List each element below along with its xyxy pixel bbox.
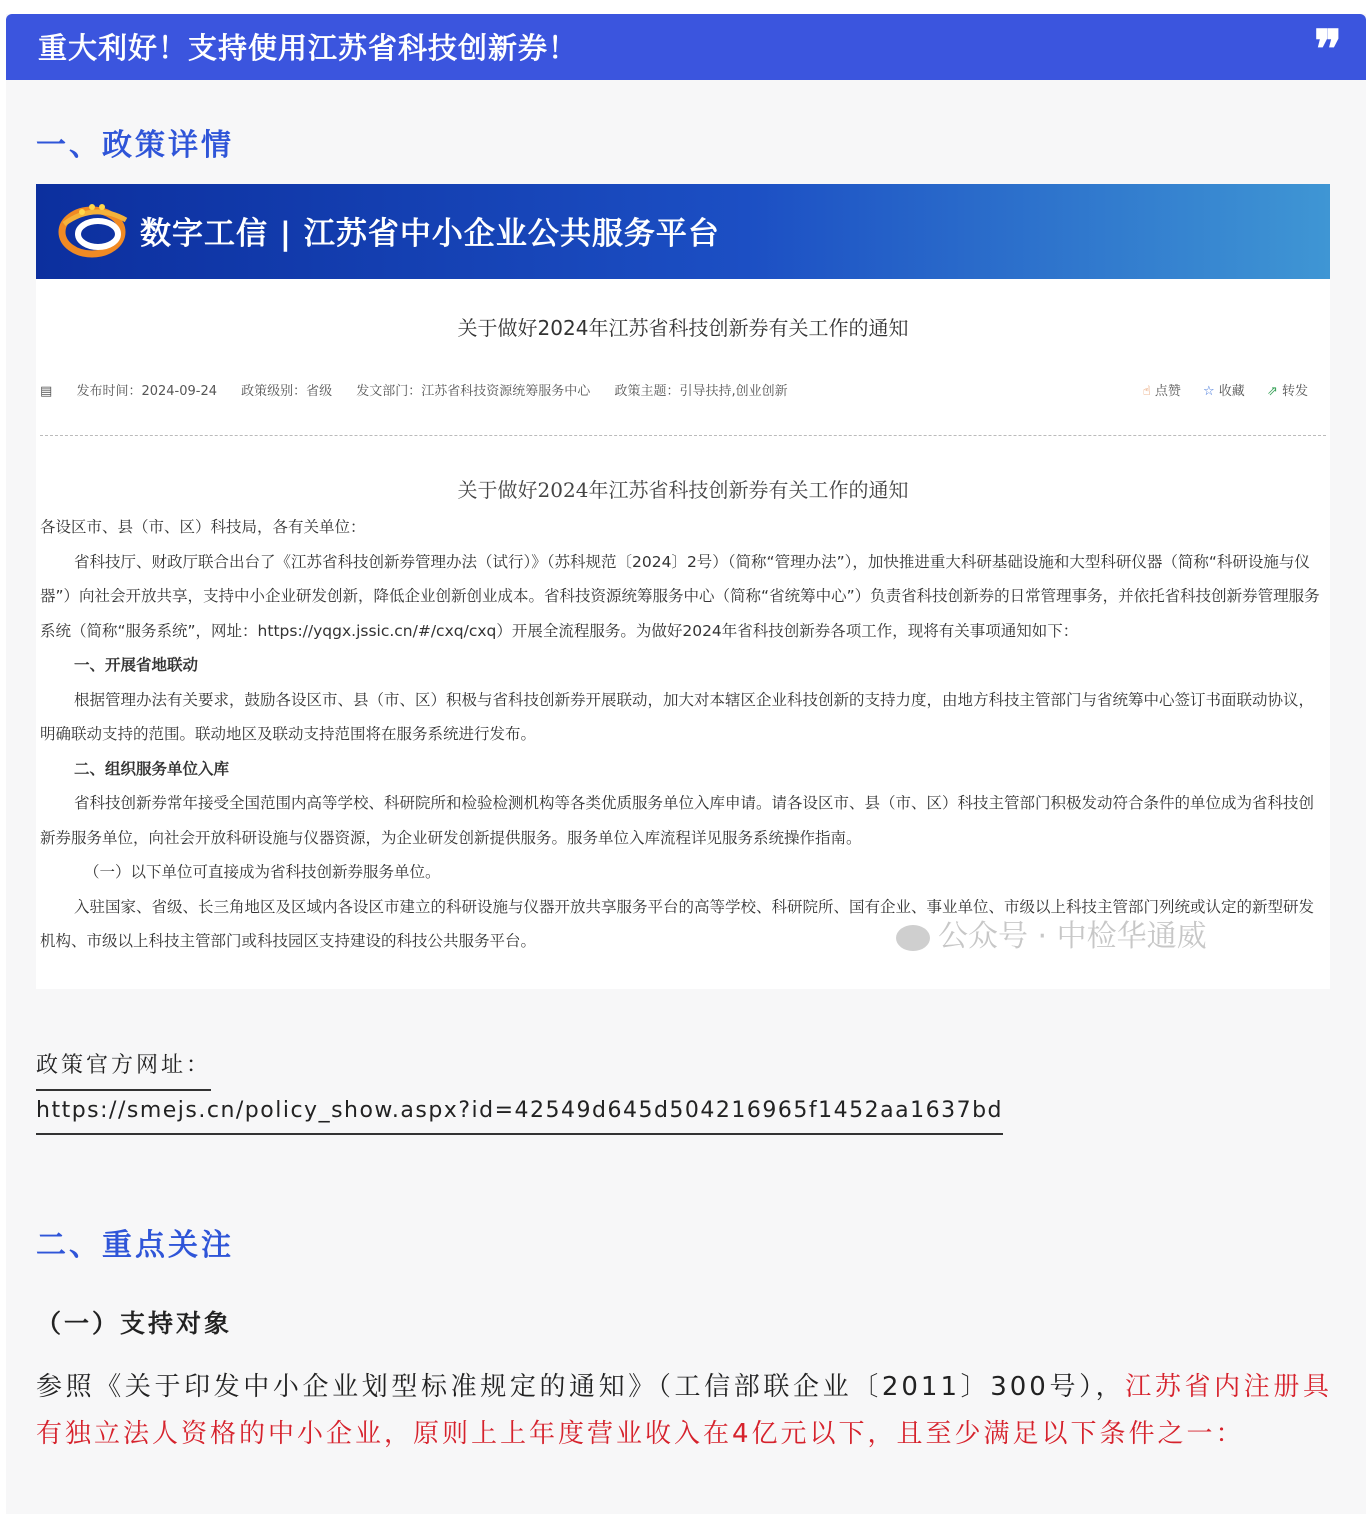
share-icon: ⇗	[1266, 384, 1278, 399]
portal-logo-icon	[58, 196, 130, 266]
policy-url-link[interactable]: https://smejs.cn/policy_show.aspx?id=42549d645d504216965f1452aa1637bd	[36, 1098, 1003, 1135]
section-heading-key-focus: 二、重点关注	[36, 1228, 234, 1263]
subheading-support-target: （一）支持对象	[36, 1309, 233, 1338]
doc-heading: 二、组织服务单位入库	[74, 759, 230, 778]
portal-title: 数字工信 | 江苏省中小企业公共服务平台	[140, 216, 720, 252]
document-body	[40, 510, 1328, 959]
notice-title: 关于做好2024年江苏省科技创新券有关工作的通知	[457, 316, 909, 340]
doc-heading: （一）以下单位可直接成为省科技创新券服务单位。	[84, 863, 441, 881]
doc-paragraph: 省科技创新券常年接受全国范围内高等学校、科研院所和检验检测机构等各类优质服务单位入库申请。请各设区市、县（市、区）科技主管部门积极发动符合条件的单位成为省科技创新券服务单位，向社会开放科研设施与仪器资源，为企业研发创新提供服务。服务单位入库流程详见服务系统操作指南。	[40, 794, 1315, 847]
watermark: 公众号 · 中检华通威	[896, 911, 1207, 955]
portal-header	[36, 184, 1330, 279]
divider	[40, 435, 1326, 436]
policy-level: 政策级别：省级	[241, 384, 333, 399]
issuing-dept: 发文部门：江苏省科技资源统筹服务中心	[356, 384, 591, 399]
quote-icon: ❞	[1314, 19, 1342, 80]
calendar-icon: ▤	[40, 384, 53, 399]
thumb-up-icon: ☝	[1142, 384, 1151, 399]
policy-url-label: 政策官方网址：	[36, 1048, 211, 1091]
section-heading-policy-details: 一、政策详情	[36, 128, 234, 163]
doc-heading: 一、开展省地联动	[74, 656, 199, 674]
para-normal-text: 参照《关于印发中小企业划型标准规定的通知》（工信部联企业〔2011〕300号），	[36, 1372, 1126, 1402]
star-icon: ☆	[1202, 384, 1215, 399]
like-button[interactable]: ☝ 点赞	[1142, 384, 1181, 399]
doc-paragraph: 省科技厅、财政厅联合出台了《江苏省科技创新券管理办法（试行）》（苏科规范〔2024〕2号）（简称“管理办法”），加快推进重大科研基础设施和大型科研仪器（简称“科研设施与仪器”）向社会开放共享，支持中小企业研发创新，降低企业创新创业成本。省科技资源统筹服务中心（简称“省统筹中心”）负责省科技创新券的日常管理事务，并依托省科技创新券管理服务系统（简称“服务系统”，网址：https://yqgx.jssic.cn/#/cxq/cxq）开展全流程服务。为做好2024年省科技创新券各项工作，现将有关事项通知如下：	[40, 552, 1320, 640]
doc-paragraph: 根据管理办法有关要求，鼓励各设区市、县（市、区）积极与省科技创新券开展联动，加大对本辖区企业科技创新的支持力度，由地方科技主管部门与省统筹中心签订书面联动协议，明确联动支持的范围。联动地区及联动支持范围将在服务系统进行发布。	[40, 690, 1315, 743]
support-target-paragraph	[36, 1364, 1332, 1458]
wechat-icon	[896, 925, 930, 951]
salutation: 各设区市、县（市、区）科技局，各有关单位：	[40, 518, 366, 536]
banner-title: 重大利好！支持使用江苏省科技创新券！	[38, 31, 579, 65]
favorite-button[interactable]: ☆ 收藏	[1202, 384, 1245, 399]
notice-meta	[40, 380, 808, 399]
para-highlight-text: 江苏省内注册具有独立法人资格的中小企业，原则上上年度营业收入在4亿元以下，且至少满足以下条件之一：	[36, 1372, 1332, 1449]
article	[6, 14, 1366, 1514]
article-banner	[6, 14, 1366, 80]
doc-paragraph: 入驻国家、省级、长三角地区及区域内各设区市建立的科研设施与仪器开放共享服务平台的高等学校、科研院所、国有企业、事业单位、市级以上科技主管部门列统或认定的新型研发机构、市级以上科技主管部门或科技园区支持建设的科技公共服务平台。	[40, 897, 1315, 950]
document-title: 关于做好2024年江苏省科技创新券有关工作的通知	[457, 478, 909, 502]
share-button[interactable]: ⇗ 转发	[1266, 384, 1308, 399]
policy-screenshot	[36, 184, 1330, 989]
publish-date: 发布时间：2024-09-24	[76, 384, 217, 399]
policy-theme: 政策主题：引导扶持,创业创新	[614, 384, 788, 399]
notice-actions	[1125, 380, 1308, 399]
